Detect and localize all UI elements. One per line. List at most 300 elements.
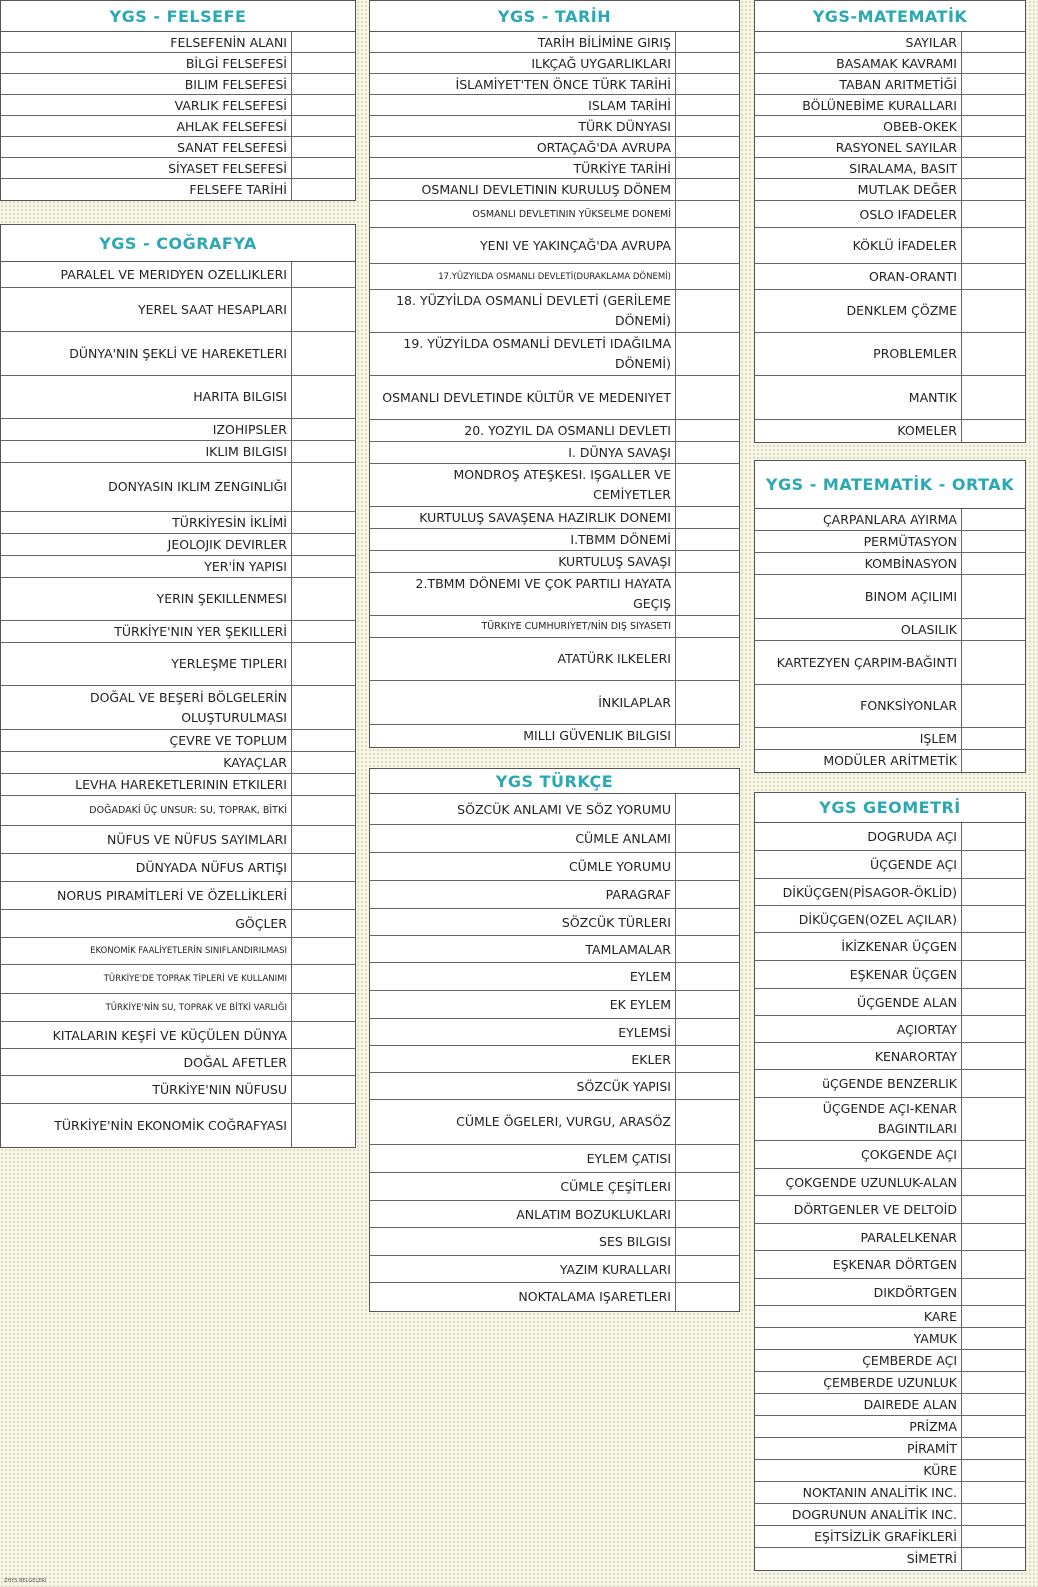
tarih-check-cell[interactable] xyxy=(676,137,739,157)
matematik-rows xyxy=(755,32,1025,442)
tarih-row xyxy=(370,529,739,551)
cografya-check-cell[interactable] xyxy=(292,730,355,751)
tarih-check-cell[interactable] xyxy=(676,74,739,94)
matematik-topic-label: KOMELER xyxy=(755,420,962,442)
geometri-check-cell[interactable] xyxy=(962,1016,1025,1042)
tarih-check-cell[interactable] xyxy=(676,464,739,506)
matematik-topic-label: ORAN-ORANTI xyxy=(755,264,962,289)
tarih-check-cell[interactable] xyxy=(676,442,739,463)
matematik-check-cell[interactable] xyxy=(962,420,1025,442)
cografya-check-cell[interactable] xyxy=(292,534,355,555)
cografya-table xyxy=(0,224,356,1148)
turkce-topic-label: EYLEM xyxy=(370,963,676,990)
geometri-row xyxy=(755,1169,1025,1196)
cografya-row xyxy=(1,730,355,752)
matematik-topic-label: PROBLEMLER xyxy=(755,333,962,375)
turkce-check-cell[interactable] xyxy=(676,1256,739,1282)
matematik-topic-label: KÖKLÜ İFADELER xyxy=(755,228,962,263)
geometri-topic-label: DAIREDE ALAN xyxy=(755,1394,962,1415)
matematik-check-cell[interactable] xyxy=(962,116,1025,136)
cografya-row xyxy=(1,752,355,774)
matematik-row xyxy=(755,95,1025,116)
tarih-row xyxy=(370,507,739,529)
geometri-check-cell[interactable] xyxy=(962,1141,1025,1168)
turkce-check-cell[interactable] xyxy=(676,1283,739,1311)
cografya-check-cell[interactable] xyxy=(292,796,355,825)
cografya-topic-label: GÖÇLER xyxy=(1,910,292,937)
felsefe-rows xyxy=(1,32,355,200)
cografya-topic-label: TÜRKİYESİN İKLİMİ xyxy=(1,512,292,533)
geometri-topic-label: DÖRTGENLER VE DELTOİD xyxy=(755,1196,962,1223)
felsefe-check-cell[interactable] xyxy=(292,158,355,178)
geometri-row xyxy=(755,1224,1025,1251)
tarih-row xyxy=(370,116,739,137)
cografya-topic-label: HARITA BILGISI xyxy=(1,376,292,418)
tarih-topic-label: İSLAMİYET'TEN ÖNCE TÜRK TARİHİ xyxy=(370,74,676,94)
geometri-check-cell[interactable] xyxy=(962,1070,1025,1097)
turkce-check-cell[interactable] xyxy=(676,936,739,962)
felsefe-check-cell[interactable] xyxy=(292,32,355,52)
cografya-topic-label: YERIN ŞEKILLENMESI xyxy=(1,578,292,620)
matematik_ortak-check-cell[interactable] xyxy=(962,575,1025,618)
turkce-row xyxy=(370,853,739,881)
geometri-check-cell[interactable] xyxy=(962,1224,1025,1250)
matematik-row xyxy=(755,264,1025,290)
cografya-topic-label: TÜRKİYE'NİN SU, TOPRAK VE BİTKİ VARLIĞI xyxy=(1,994,292,1021)
turkce-check-cell[interactable] xyxy=(676,853,739,880)
cografya-check-cell[interactable] xyxy=(292,419,355,440)
geometri-check-cell[interactable] xyxy=(962,933,1025,960)
felsefe-check-cell[interactable] xyxy=(292,74,355,94)
cografya-topic-label: DÜNYA'NIN ŞEKLİ VE HAREKETLERI xyxy=(1,332,292,375)
cografya-topic-label: LEVHA HAREKETLERININ ETKILERI xyxy=(1,774,292,795)
cografya-row xyxy=(1,463,355,512)
matematik_ortak-row xyxy=(755,619,1025,641)
matematik_ortak-row xyxy=(755,575,1025,619)
geometri-topic-label: DİKÜÇGEN(OZEL AÇILAR) xyxy=(755,906,962,932)
geometri-row xyxy=(755,961,1025,989)
cografya-row xyxy=(1,556,355,578)
geometri-row xyxy=(755,1394,1025,1416)
cografya-topic-label: PARALEL VE MERIDYEN OZELLIKLERI xyxy=(1,262,292,287)
felsefe-row xyxy=(1,137,355,158)
cografya-topic-label: YER'İN YAPISI xyxy=(1,556,292,577)
matematik-row xyxy=(755,333,1025,376)
geometri-check-cell[interactable] xyxy=(962,1504,1025,1525)
tarih-check-cell[interactable] xyxy=(676,507,739,528)
turkce-topic-label: SÖZCÜK YAPISI xyxy=(370,1073,676,1099)
tarih-rows xyxy=(370,32,739,747)
cografya-check-cell[interactable] xyxy=(292,938,355,964)
geometri-check-cell[interactable] xyxy=(962,879,1025,905)
tarih-check-cell[interactable] xyxy=(676,228,739,263)
tarih-topic-label: I. DÜNYA SAVAŞI xyxy=(370,442,676,463)
cografya-topic-label: TÜRKİYE'DE TOPRAK TİPLERİ VE KULLANIMI xyxy=(1,965,292,993)
tarih-row xyxy=(370,333,739,376)
turkce-row xyxy=(370,825,739,853)
cografya-check-cell[interactable] xyxy=(292,578,355,620)
cografya-check-cell[interactable] xyxy=(292,854,355,881)
cografya-topic-label: YEREL SAAT HESAPLARI xyxy=(1,288,292,331)
cografya-title: YGS - COĞRAFYA xyxy=(1,225,355,262)
geometri-check-cell[interactable] xyxy=(962,989,1025,1015)
geometri-row xyxy=(755,1416,1025,1438)
matematik_ortak-topic-label: PERMÜTASYON xyxy=(755,531,962,552)
cografya-row xyxy=(1,262,355,288)
turkce-row xyxy=(370,991,739,1019)
geometri-check-cell[interactable] xyxy=(962,851,1025,878)
cografya-row xyxy=(1,826,355,854)
tarih-topic-label: ISLAM TARİHİ xyxy=(370,95,676,115)
cografya-check-cell[interactable] xyxy=(292,262,355,287)
cografya-topic-label: DONYASIN IKLIM ZENGINLIĞI xyxy=(1,463,292,511)
felsefe-topic-label: FELSEFENİN ALANI xyxy=(1,32,292,52)
geometri-check-cell[interactable] xyxy=(962,1043,1025,1069)
turkce-topic-label: CÜMLE ÖGELERI, VURGU, ARASÖZ xyxy=(370,1100,676,1144)
cografya-check-cell[interactable] xyxy=(292,752,355,773)
geometri-topic-label: YAMUK xyxy=(755,1328,962,1349)
geometri-topic-label: PRİZMA xyxy=(755,1416,962,1437)
matematik-check-cell[interactable] xyxy=(962,228,1025,263)
geometri-check-cell[interactable] xyxy=(962,823,1025,850)
cografya-topic-label: TÜRKİYE'NİN EKONOMİK COĞRAFYASI xyxy=(1,1104,292,1147)
turkce-check-cell[interactable] xyxy=(676,909,739,935)
geometri-topic-label: ÇEMBERDE AÇI xyxy=(755,1350,962,1371)
tarih-check-cell[interactable] xyxy=(676,32,739,52)
turkce-check-cell[interactable] xyxy=(676,1173,739,1200)
geometri-topic-label: ÇOKGENDE UZUNLUK-ALAN xyxy=(755,1169,962,1195)
matematik_ortak-check-cell[interactable] xyxy=(962,553,1025,574)
felsefe-row xyxy=(1,95,355,116)
geometri-check-cell[interactable] xyxy=(962,1279,1025,1305)
felsefe-topic-label: BİLGİ FELSEFESİ xyxy=(1,53,292,73)
tarih-row xyxy=(370,376,739,420)
matematik_ortak-check-cell[interactable] xyxy=(962,531,1025,552)
tarih-topic-label: MONDROŞ ATEŞKESI. IŞGALLER VE CEMİYETLER xyxy=(370,464,676,506)
tarih-topic-label: OSMANLI DEVLETININ KURULUŞ DÖNEM xyxy=(370,179,676,200)
turkce-topic-label: ANLATIM BOZUKLUKLARI xyxy=(370,1201,676,1227)
cografya-row xyxy=(1,1049,355,1076)
geometri-row xyxy=(755,1043,1025,1070)
tarih-topic-label: 18. YÜZYİLDA OSMANLİ DEVLETİ (GERİLEME DÖNEMİ) xyxy=(370,290,676,332)
tarih-check-cell[interactable] xyxy=(676,53,739,73)
cografya-check-cell[interactable] xyxy=(292,463,355,511)
geometri-check-cell[interactable] xyxy=(962,1526,1025,1547)
tarih-check-cell[interactable] xyxy=(676,158,739,178)
tarih-topic-label: TÜRKIYE CUMHURIYET/NİN DIŞ SIYASETI xyxy=(370,616,676,637)
cografya-check-cell[interactable] xyxy=(292,1022,355,1048)
geometri-row xyxy=(755,879,1025,906)
felsefe-row xyxy=(1,74,355,95)
geometri-topic-label: EŞKENAR DÖRTGEN xyxy=(755,1251,962,1278)
matematik-check-cell[interactable] xyxy=(962,201,1025,227)
felsefe-check-cell[interactable] xyxy=(292,179,355,200)
felsefe-topic-label: SANAT FELSEFESİ xyxy=(1,137,292,157)
matematik-check-cell[interactable] xyxy=(962,376,1025,419)
felsefe-check-cell[interactable] xyxy=(292,95,355,115)
tarih-check-cell[interactable] xyxy=(676,333,739,375)
matematik-row xyxy=(755,137,1025,158)
tarih-check-cell[interactable] xyxy=(676,376,739,419)
matematik-topic-label: SIRALAMA, BASIT xyxy=(755,158,962,178)
matematik-check-cell[interactable] xyxy=(962,53,1025,73)
matematik_ortak-check-cell[interactable] xyxy=(962,728,1025,749)
felsefe-check-cell[interactable] xyxy=(292,116,355,136)
turkce-topic-label: CÜMLE ANLAMI xyxy=(370,825,676,852)
tarih-topic-label: 19. YÜZYİLDA OSMANLİ DEVLETİ IDAĞILMA DÖNEMİ) xyxy=(370,333,676,375)
cografya-row xyxy=(1,854,355,882)
geometri-row xyxy=(755,1504,1025,1526)
matematik-topic-label: DENKLEM ÇÖZME xyxy=(755,290,962,332)
geometri-row xyxy=(755,1438,1025,1460)
turkce-check-cell[interactable] xyxy=(676,794,739,824)
tarih-check-cell[interactable] xyxy=(676,616,739,637)
matematik_ortak-check-cell[interactable] xyxy=(962,750,1025,772)
matematik_ortak-check-cell[interactable] xyxy=(962,641,1025,684)
geometri-row xyxy=(755,1306,1025,1328)
matematik_ortak-check-cell[interactable] xyxy=(962,619,1025,640)
cografya-check-cell[interactable] xyxy=(292,441,355,462)
turkce-check-cell[interactable] xyxy=(676,1228,739,1255)
geometri-check-cell[interactable] xyxy=(962,1416,1025,1437)
felsefe-row xyxy=(1,158,355,179)
matematik-check-cell[interactable] xyxy=(962,333,1025,375)
geometri-table xyxy=(754,792,1026,1571)
geometri-topic-label: KÜRE xyxy=(755,1460,962,1481)
geometri-topic-label: EŞİTSİZLİK GRAFİKLERİ xyxy=(755,1526,962,1547)
matematik-check-cell[interactable] xyxy=(962,32,1025,52)
cografya-check-cell[interactable] xyxy=(292,882,355,909)
felsefe-topic-label: BILIM FELSEFESİ xyxy=(1,74,292,94)
matematik-row xyxy=(755,420,1025,442)
turkce-topic-label: EKLER xyxy=(370,1046,676,1072)
cografya-check-cell[interactable] xyxy=(292,774,355,795)
geometri-topic-label: DOGRUNUN ANALİTİK INC. xyxy=(755,1504,962,1525)
geometri-check-cell[interactable] xyxy=(962,1350,1025,1371)
matematik_ortak-check-cell[interactable] xyxy=(962,509,1025,530)
tarih-topic-label: ORTAÇAĞ'DA AVRUPA xyxy=(370,137,676,157)
matematik-check-cell[interactable] xyxy=(962,290,1025,332)
cografya-check-cell[interactable] xyxy=(292,643,355,685)
cografya-topic-label: TÜRKİYE'NIN NÜFUSU xyxy=(1,1076,292,1103)
cografya-check-cell[interactable] xyxy=(292,332,355,375)
turkce-row xyxy=(370,1283,739,1311)
tarih-topic-label: YENI VE YAKINÇAĞ'DA AVRUPA xyxy=(370,228,676,263)
matematik-topic-label: BASAMAK KAVRAMI xyxy=(755,53,962,73)
geometri-row xyxy=(755,1482,1025,1504)
matematik-check-cell[interactable] xyxy=(962,137,1025,157)
geometri-check-cell[interactable] xyxy=(962,1098,1025,1140)
tarih-topic-label: MILLI GÜVENLIK BILGISI xyxy=(370,725,676,747)
matematik-row xyxy=(755,53,1025,74)
turkce-check-cell[interactable] xyxy=(676,991,739,1018)
tarih-topic-label: ILKÇAĞ UYGARLIKLARI xyxy=(370,53,676,73)
cografya-row xyxy=(1,578,355,621)
matematik_ortak-topic-label: ÇARPANLARA AYIRMA xyxy=(755,509,962,530)
turkce-topic-label: YAZIM KURALLARI xyxy=(370,1256,676,1282)
cografya-row xyxy=(1,419,355,441)
tarih-row xyxy=(370,264,739,290)
cografya-check-cell[interactable] xyxy=(292,965,355,993)
geometri-check-cell[interactable] xyxy=(962,1372,1025,1393)
tarih-topic-label: 2.TBMM DÖNEMI VE ÇOK PARTILI HAYATA GEÇIŞ xyxy=(370,573,676,615)
cografya-topic-label: KITALARIN KEŞFİ VE KÜÇÜLEN DÜNYA xyxy=(1,1022,292,1048)
tarih-check-cell[interactable] xyxy=(676,201,739,227)
geometri-row xyxy=(755,1548,1025,1570)
geometri-row xyxy=(755,1141,1025,1169)
tarih-check-cell[interactable] xyxy=(676,290,739,332)
turkce-row xyxy=(370,909,739,936)
cografya-topic-label: NORUS PIRAMİTLERİ VE ÖZELLİKLERİ xyxy=(1,882,292,909)
turkce-row xyxy=(370,1256,739,1283)
cografya-check-cell[interactable] xyxy=(292,910,355,937)
tarih-row xyxy=(370,725,739,747)
matematik-topic-label: MUTLAK DEĞER xyxy=(755,179,962,200)
turkce-topic-label: EYLEM ÇATISI xyxy=(370,1145,676,1172)
geometri-check-cell[interactable] xyxy=(962,1482,1025,1503)
matematik-ortak-table xyxy=(754,460,1026,773)
turkce-table xyxy=(369,768,740,1312)
tarih-check-cell[interactable] xyxy=(676,420,739,441)
geometri-check-cell[interactable] xyxy=(962,1169,1025,1195)
cografya-check-cell[interactable] xyxy=(292,1076,355,1103)
tarih-topic-label: OSMANLI DEVLETININ YÜKSELME DONEMİ xyxy=(370,201,676,227)
cografya-check-cell[interactable] xyxy=(292,994,355,1021)
cografya-check-cell[interactable] xyxy=(292,512,355,533)
cografya-check-cell[interactable] xyxy=(292,1104,355,1147)
geometri-check-cell[interactable] xyxy=(962,1394,1025,1415)
turkce-check-cell[interactable] xyxy=(676,1145,739,1172)
geometri-check-cell[interactable] xyxy=(962,1328,1025,1349)
cografya-check-cell[interactable] xyxy=(292,621,355,642)
felsefe-title: YGS - FELSEFE xyxy=(1,1,355,32)
geometri-topic-label: PARALELKENAR xyxy=(755,1224,962,1250)
cografya-row xyxy=(1,1104,355,1147)
geometri-check-cell[interactable] xyxy=(962,1196,1025,1223)
turkce-topic-label: NOKTALAMA IŞARETLERI xyxy=(370,1283,676,1311)
turkce-check-cell[interactable] xyxy=(676,825,739,852)
matematik-row xyxy=(755,290,1025,333)
cografya-topic-label: IKLIM BILGISI xyxy=(1,441,292,462)
tarih-check-cell[interactable] xyxy=(676,116,739,136)
turkce-topic-label: EYLEMSİ xyxy=(370,1019,676,1045)
turkce-check-cell[interactable] xyxy=(676,1046,739,1072)
tarih-check-cell[interactable] xyxy=(676,179,739,200)
footer-note: ZHYS BELGELERİ xyxy=(4,1578,47,1584)
geometri-row xyxy=(755,933,1025,961)
tarih-table xyxy=(369,0,740,748)
matematik-row xyxy=(755,116,1025,137)
tarih-row xyxy=(370,464,739,507)
tarih-topic-label: İNKILAPLAR xyxy=(370,681,676,724)
cografya-topic-label: KAYAÇLAR xyxy=(1,752,292,773)
matematik-check-cell[interactable] xyxy=(962,158,1025,178)
felsefe-check-cell[interactable] xyxy=(292,137,355,157)
geometri-row xyxy=(755,1350,1025,1372)
geometri-topic-label: SİMETRİ xyxy=(755,1548,962,1570)
cografya-check-cell[interactable] xyxy=(292,288,355,331)
tarih-check-cell[interactable] xyxy=(676,725,739,747)
matematik-check-cell[interactable] xyxy=(962,179,1025,200)
geometri-check-cell[interactable] xyxy=(962,1460,1025,1481)
matematik_ortak-row xyxy=(755,509,1025,531)
tarih-check-cell[interactable] xyxy=(676,529,739,550)
turkce-topic-label: SÖZCÜK ANLAMI VE SÖZ YORUMU xyxy=(370,794,676,824)
geometri-check-cell[interactable] xyxy=(962,961,1025,988)
matematik-check-cell[interactable] xyxy=(962,74,1025,94)
felsefe-table xyxy=(0,0,356,201)
geometri-check-cell[interactable] xyxy=(962,1548,1025,1570)
cografya-check-cell[interactable] xyxy=(292,826,355,853)
turkce-check-cell[interactable] xyxy=(676,1100,739,1144)
matematik_ortak-topic-label: IŞLEM xyxy=(755,728,962,749)
turkce-check-cell[interactable] xyxy=(676,963,739,990)
tarih-check-cell[interactable] xyxy=(676,638,739,680)
cografya-check-cell[interactable] xyxy=(292,1049,355,1075)
cografya-topic-label: DOĞADAKİ ÜÇ UNSUR: SU, TOPRAK, BİTKİ xyxy=(1,796,292,825)
felsefe-topic-label: VARLIK FELSEFESİ xyxy=(1,95,292,115)
tarih-topic-label: ATATÜRK ILKELERI xyxy=(370,638,676,680)
felsefe-check-cell[interactable] xyxy=(292,53,355,73)
cografya-check-cell[interactable] xyxy=(292,376,355,418)
turkce-topic-label: SÖZCÜK TÜRLERI xyxy=(370,909,676,935)
cografya-check-cell[interactable] xyxy=(292,686,355,729)
geometri-row xyxy=(755,1251,1025,1279)
geometri-topic-label: DOGRUDA AÇI xyxy=(755,823,962,850)
felsefe-topic-label: FELSEFE TARİHİ xyxy=(1,179,292,200)
tarih-row xyxy=(370,681,739,725)
tarih-check-cell[interactable] xyxy=(676,681,739,724)
cografya-row xyxy=(1,441,355,463)
cografya-rows xyxy=(1,262,355,1147)
geometri-check-cell[interactable] xyxy=(962,906,1025,932)
geometri-topic-label: KENARORTAY xyxy=(755,1043,962,1069)
matematik-title: YGS-MATEMATİK xyxy=(755,1,1025,32)
geometri-check-cell[interactable] xyxy=(962,1251,1025,1278)
turkce-topic-label: CÜMLE ÇEŞİTLERI xyxy=(370,1173,676,1200)
tarih-row xyxy=(370,32,739,53)
tarih-check-cell[interactable] xyxy=(676,264,739,289)
tarih-check-cell[interactable] xyxy=(676,573,739,615)
tarih-row xyxy=(370,179,739,201)
tarih-check-cell[interactable] xyxy=(676,95,739,115)
tarih-topic-label: TÜRKİYE TARİHİ xyxy=(370,158,676,178)
matematik_ortak-check-cell[interactable] xyxy=(962,685,1025,727)
matematik-check-cell[interactable] xyxy=(962,95,1025,115)
matematik_ortak-topic-label: KARTEZYEN ÇARPIM-BAĞINTI xyxy=(755,641,962,684)
matematik_ortak-row xyxy=(755,750,1025,772)
turkce-check-cell[interactable] xyxy=(676,1019,739,1045)
turkce-check-cell[interactable] xyxy=(676,1201,739,1227)
geometri-topic-label: üÇGENDE BENZERLIK xyxy=(755,1070,962,1097)
matematik_ortak-row xyxy=(755,553,1025,575)
geometri-topic-label: NOKTANIN ANALİTİK INC. xyxy=(755,1482,962,1503)
geometri-check-cell[interactable] xyxy=(962,1438,1025,1459)
cografya-check-cell[interactable] xyxy=(292,556,355,577)
turkce-check-cell[interactable] xyxy=(676,881,739,908)
geometri-row xyxy=(755,823,1025,851)
geometri-row xyxy=(755,1070,1025,1098)
geometri-topic-label: ÜÇGENDE AÇI-KENAR BAGINTILARI xyxy=(755,1098,962,1140)
geometri-check-cell[interactable] xyxy=(962,1306,1025,1327)
matematik-check-cell[interactable] xyxy=(962,264,1025,289)
matematik-topic-label: SAYILAR xyxy=(755,32,962,52)
cografya-row xyxy=(1,512,355,534)
felsefe-row xyxy=(1,53,355,74)
tarih-check-cell[interactable] xyxy=(676,551,739,572)
geometri-topic-label: DİKÜÇGEN(PİSAGOR-ÖKLİD) xyxy=(755,879,962,905)
turkce-check-cell[interactable] xyxy=(676,1073,739,1099)
